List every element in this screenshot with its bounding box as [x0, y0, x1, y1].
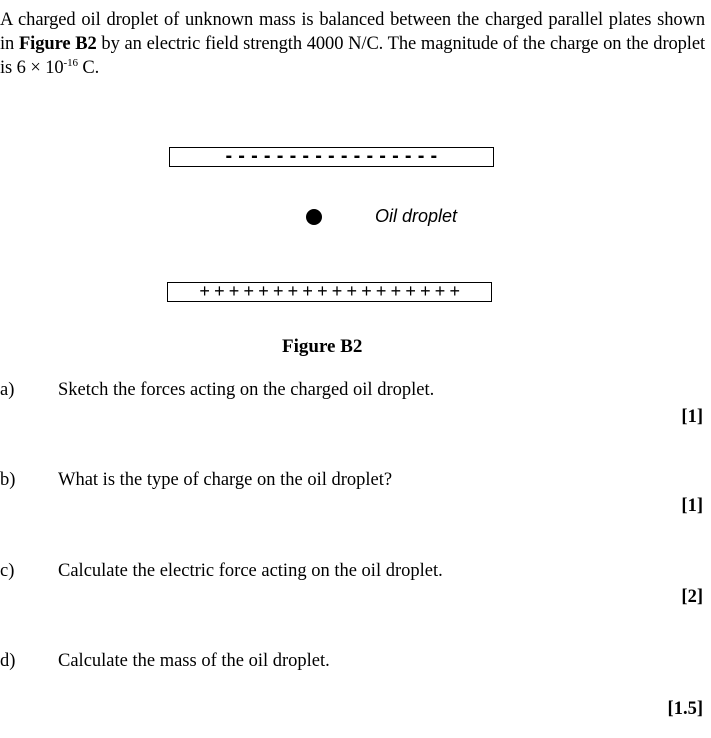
intro-text-part3: C.: [77, 58, 100, 78]
charge-exponent: -16: [63, 57, 78, 69]
intro-text-part2: by an electric field strength 4000 N/C. The magnitude of the charge on the droplet is 6 × 10: [0, 34, 705, 78]
negative-plate: [169, 147, 494, 167]
intro-text-part1: A charged oil droplet of unknown mass is balanced between the charged parallel plates shown in: [0, 10, 705, 54]
positive-plate: [167, 282, 492, 302]
question-a-label: a): [0, 380, 15, 400]
question-b-label: b): [0, 470, 16, 490]
question-d-label: d): [0, 651, 16, 671]
question-c-label: c): [0, 561, 15, 581]
question-b-text: What is the type of charge on the oil droplet?: [58, 470, 393, 490]
question-d-marks: [1.5]: [667, 699, 703, 719]
oil-droplet-dot: [306, 209, 322, 225]
question-intro: [0, 8, 705, 80]
question-c-marks: [2]: [681, 587, 703, 607]
oil-droplet-label: Oil droplet: [375, 206, 458, 226]
question-a-text: Sketch the forces acting on the charged oil droplet.: [58, 380, 435, 400]
figure-caption: Figure B2: [282, 336, 363, 357]
question-d-text: Calculate the mass of the oil droplet.: [58, 651, 330, 671]
question-c-text: Calculate the electric force acting on the oil droplet.: [58, 561, 443, 581]
question-b-marks: [1]: [681, 496, 703, 516]
figure-reference: Figure B2: [18, 34, 97, 54]
question-a-marks: [1]: [681, 407, 703, 427]
positive-plate-symbols: + + + + + + + + + + + + + + + + + +: [199, 281, 460, 301]
negative-plate-symbols: - - - - - - - - - - - - - - - - -: [225, 145, 438, 167]
